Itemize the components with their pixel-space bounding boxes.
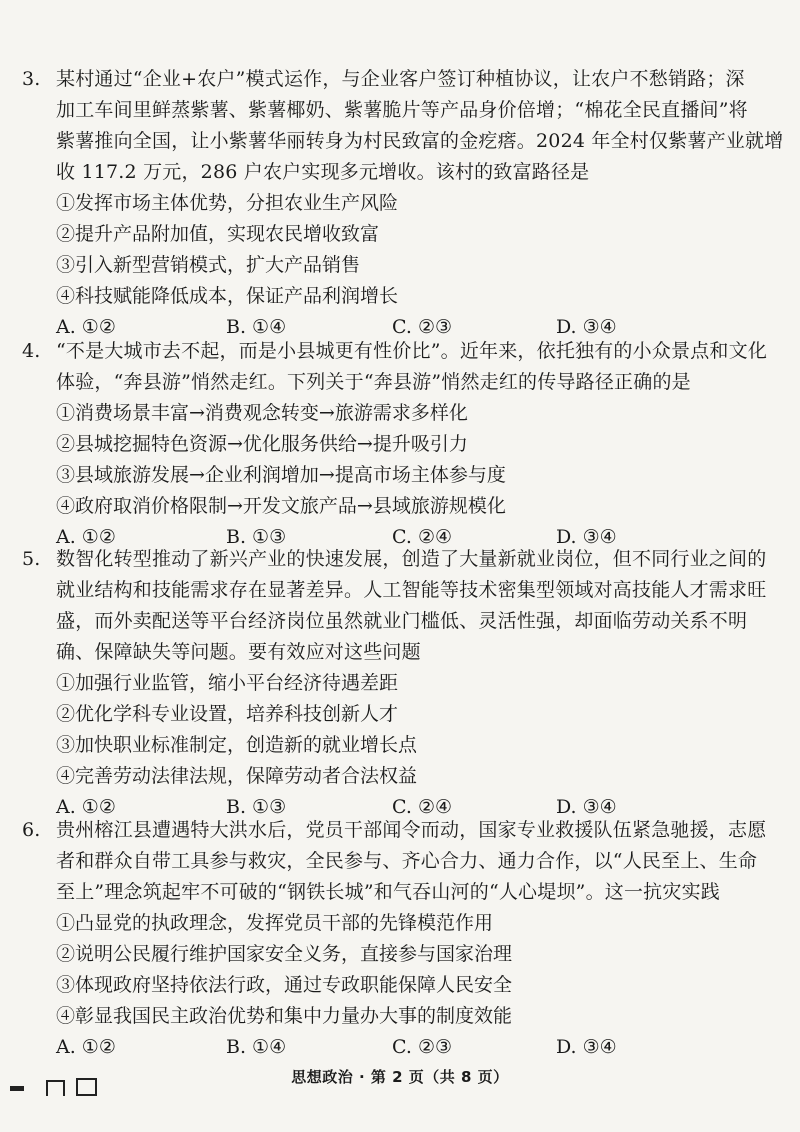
- statement-option: ①发挥市场主体优势，分担农业生产风险: [56, 192, 399, 214]
- question-stem-line: 盛，而外卖配送等平台经济岗位虽然就业门槛低、灵活性强，却面临劳动关系不明: [56, 610, 748, 632]
- question-stem-line: 者和群众自带工具参与救灾，全民参与、齐心合力、通力合作，以“人民至上、生命: [56, 850, 758, 872]
- choice-c: C. ②④: [392, 796, 453, 818]
- statement-option: ①凸显党的执政理念，发挥党员干部的先锋模范作用: [56, 912, 494, 934]
- question-stem-line: 3. 某村通过“企业+农户”模式运作，与企业客户签订种植协议，让农户不愁销路；深: [22, 64, 762, 95]
- statement-option: ④完善劳动法律法规，保障劳动者合法权益: [56, 765, 418, 787]
- question-stem-line: 确、保障缺失等问题。要有效应对这些问题: [56, 641, 421, 663]
- question-5: [22, 544, 767, 823]
- question-stem-line: 就业结构和技能需求存在显著差异。人工智能等技术密集型领域对高技能人才需求旺: [56, 579, 767, 601]
- question-number: 6.: [22, 819, 41, 841]
- statement-option: ④科技赋能降低成本，保证产品利润增长: [56, 285, 399, 307]
- choice-a: A. ①②: [56, 796, 116, 818]
- question-stem-line: 收 117.2 万元，286 户农户实现多元增收。该村的致富路径是: [56, 161, 590, 183]
- question-stem-line: 紫薯推向全国，让小紫薯华丽转身为村民致富的金疙瘩。2024 年全村仅紫薯产业就增: [56, 130, 784, 152]
- question-stem-line: 加工车间里鲜蒸紫薯、紫薯椰奶、紫薯脆片等产品身价倍增；“棉花全民直播间”将: [56, 99, 748, 121]
- statement-option: ③体现政府坚持依法行政，通过专政职能保障人民安全: [56, 974, 513, 996]
- question-number: 5.: [22, 548, 41, 570]
- page-footer: 思想政治 · 第 2 页（共 8 页）: [291, 1068, 509, 1086]
- question-6: [22, 815, 767, 1063]
- question-number: 3.: [22, 68, 41, 90]
- registration-dash-mark: [10, 1086, 24, 1091]
- statement-option: ②提升产品附加值，实现农民增收致富: [56, 223, 380, 245]
- question-stem-line: 6. 贵州榕江县遭遇特大洪水后，党员干部闻令而动，国家专业救援队伍紧急驰援，志愿: [22, 815, 762, 846]
- question-4: [22, 336, 768, 553]
- statement-option: ②说明公民履行维护国家安全义务，直接参与国家治理: [56, 943, 513, 965]
- question-stem-line: 4. “不是大城市去不起，而是小县城更有性价比”。近年来，依托独有的小众景点和文化: [22, 336, 762, 367]
- statement-option: ①加强行业监管，缩小平台经济待遇差距: [56, 672, 399, 694]
- question-3: [22, 64, 784, 343]
- registration-box-mark: [76, 1078, 97, 1096]
- choice-a: A. ①②: [56, 526, 116, 548]
- question-stem-line: 至上”理念筑起牢不可破的“钢铁长城”和气吞山河的“人心堤坝”。这一抗灾实践: [56, 881, 720, 903]
- statement-option: ②县城挖掘特色资源→优化服务供给→提升吸引力: [56, 433, 468, 455]
- choice-d: D. ③④: [556, 316, 617, 338]
- choice-b: B. ①③: [226, 526, 287, 548]
- statement-option: ③加快职业标准制定，创造新的就业增长点: [56, 734, 418, 756]
- choice-d: D. ③④: [556, 796, 617, 818]
- choice-b: B. ①④: [226, 1036, 287, 1058]
- statement-option: ①消费场景丰富→消费观念转变→旅游需求多样化: [56, 402, 468, 424]
- choice-c: C. ②④: [392, 526, 453, 548]
- choice-a: A. ①②: [56, 316, 116, 338]
- choice-b: B. ①③: [226, 796, 287, 818]
- choice-b: B. ①④: [226, 316, 287, 338]
- registration-box-mark: [46, 1080, 65, 1096]
- answer-choices: [56, 1032, 762, 1063]
- question-number: 4.: [22, 340, 41, 362]
- question-stem-line: 5. 数智化转型推动了新兴产业的快速发展，创造了大量新就业岗位，但不同行业之间的: [22, 544, 762, 575]
- statement-option: ④政府取消价格限制→开发文旅产品→县域旅游规模化: [56, 495, 506, 517]
- choice-c: C. ②③: [392, 316, 453, 338]
- statement-option: ④彰显我国民主政治优势和集中力量办大事的制度效能: [56, 1005, 513, 1027]
- choice-a: A. ①②: [56, 1036, 116, 1058]
- registration-marks: [10, 1078, 110, 1108]
- choice-c: C. ②③: [392, 1036, 453, 1058]
- statement-option: ②优化学科专业设置，培养科技创新人才: [56, 703, 399, 725]
- choice-d: D. ③④: [556, 1036, 617, 1058]
- choice-d: D. ③④: [556, 526, 617, 548]
- statement-option: ③县域旅游发展→企业利润增加→提高市场主体参与度: [56, 464, 506, 486]
- question-stem-line: 体验，“奔县游”悄然走红。下列关于“奔县游”悄然走红的传导路径正确的是: [56, 371, 691, 393]
- statement-option: ③引入新型营销模式，扩大产品销售: [56, 254, 361, 276]
